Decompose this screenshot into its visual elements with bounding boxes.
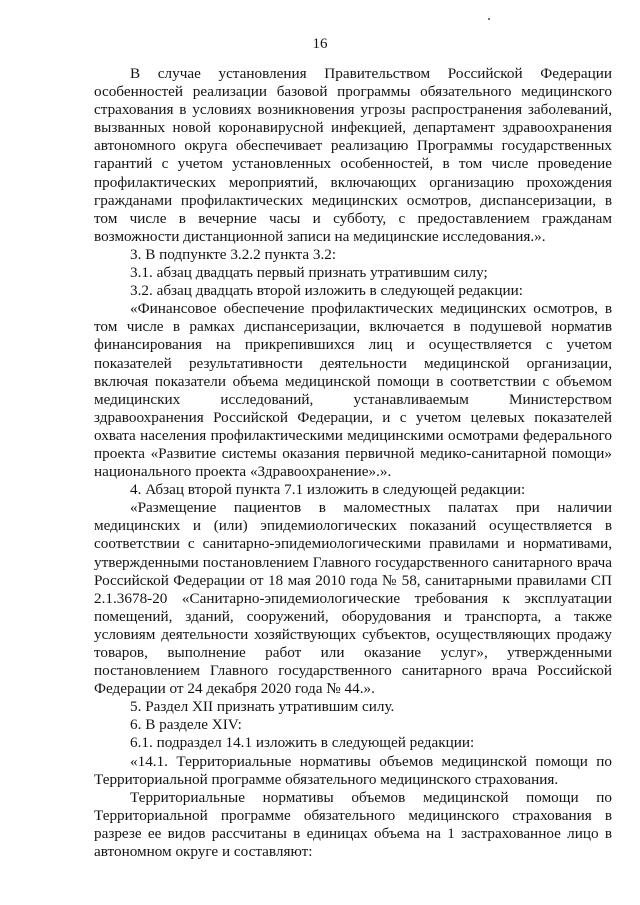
paragraph-financing-quote: «Финансовое обеспечение профилактических медицинских осмотров, в том числе в рамках диспансеризации, включается в подушевой норматив финансирования на прикрепившихся лиц и осуществляется с учетом показателей результативности деятельности медицинской организации, включая показатели объема медицинской помощи в соответствии с объемом медицинских исследований, устанавливаемым Министерством здравоохранения Российской Федерации, и с учетом целевых показателей охвата населения профилактическими медицинскими осмотрами федерального проекта «Развитие системы оказания первичной медико-санитарной помощи» национального проекта «Здравоохранение».». xyxy=(94,300,612,481)
paragraph-item-6-1: 6.1. подраздел 14.1 изложить в следующей редакции: xyxy=(130,734,475,752)
page-number: 16 xyxy=(312,36,328,52)
paragraph-subsection-14-1: «14.1. Территориальные нормативы объемов медицинской помощи по Территориальной программе обязательного медицинского страхования. xyxy=(94,752,612,788)
paragraph-item-3-1: 3.1. абзац двадцать первый признать утратившим силу; xyxy=(130,264,488,282)
paragraph-item-3: 3. В подпункте 3.2.2 пункта 3.2: xyxy=(130,245,337,263)
paragraph-placement-quote: «Размещение пациентов в маломестных палатах при наличии медицинских и (или) эпидемиологических показаний осуществляется в соответствии с санитарно-эпидемиологическими правилами и нормативами, утвержденными постановлением Главного государственного санитарного врача Российской Федерации от 18 мая 2010 года № 58, санитарными правилами СП 2.1.3678-20 «Санитарно-эпидемиологические требования к эксплуатации помещений, зданий, сооружений, оборудования и транспорта, а также условиям деятельности хозяйствующих субъектов, осуществляющих продажу товаров, выполнение работ или оказание услуг», утвержденными постановлением Главного государственного санитарного врача Российской Федерации от 24 декабря 2020 года № 44.». xyxy=(94,499,612,698)
document-body xyxy=(94,65,612,861)
paragraph-normatives: Территориальные нормативы объемов медицинской помощи по Территориальной программе обязательного медицинского страхования в разрезе ее видов рассчитаны в единицах объема на 1 застрахованное лицо в автономном округе и составляют: xyxy=(94,788,612,861)
paragraph-item-3-2: 3.2. абзац двадцать второй изложить в следующей редакции: xyxy=(130,282,523,300)
paragraph-item-6: 6. В разделе XIV: xyxy=(130,716,242,734)
paragraph-item-4: 4. Абзац второй пункта 7.1 изложить в следующей редакции: xyxy=(130,481,526,499)
paragraph-item-5: 5. Раздел XII признать утратившим силу. xyxy=(130,698,395,716)
paragraph-special-features: В случае установления Правительством Российской Федерации особенностей реализации базовой программы обязательного медицинского страхования в условиях возникновения угрозы распространения заболеваний, вызванных новой коронавирусной инфекцией, департамент здравоохранения автономного округа обеспечивает реализацию Программы государственных гарантий с учетом установленных особенностей, в том числе проведение профилактических мероприятий, включающих организацию прохождения гражданами профилактических медицинских осмотров, диспансеризации, в том числе в вечерние часы и субботу, с предоставлением гражданам возможности дистанционной записи на медицинские исследования.». xyxy=(94,65,612,245)
scan-dot xyxy=(488,18,490,20)
